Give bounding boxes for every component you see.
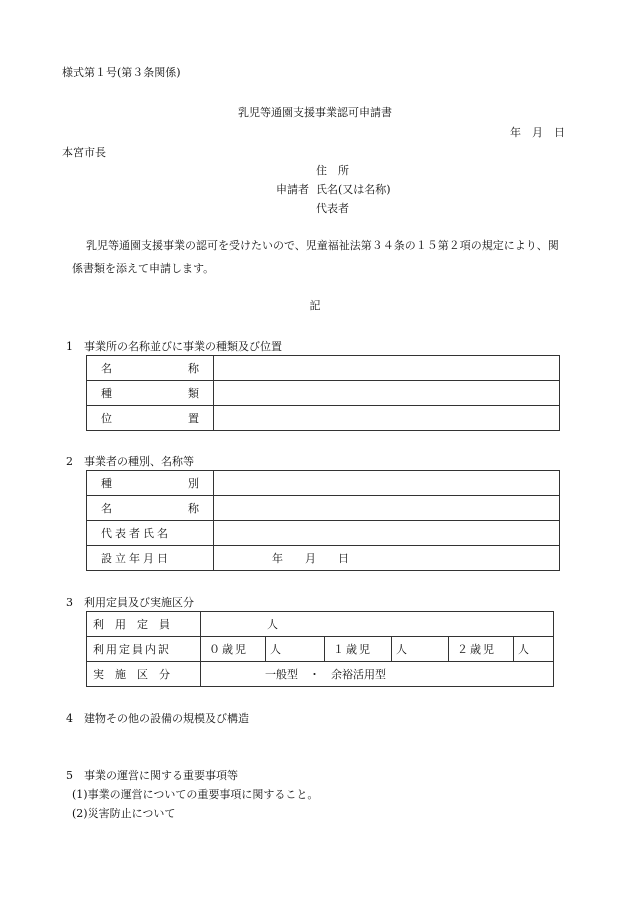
label-part: 称 — [188, 362, 199, 375]
age0-count-field[interactable]: 人 — [266, 637, 325, 662]
body-text-line2: 係書類を添えて申請します。 — [72, 262, 215, 275]
section3-heading: 3 利用定員及び実施区分 — [66, 596, 194, 609]
address-label: 住 所 — [316, 164, 349, 177]
label-part: 種 — [101, 387, 112, 400]
age1-count-field[interactable]: 人 — [392, 637, 449, 662]
table-row — [87, 471, 560, 496]
implementation-label: 実 施 区 分 — [87, 662, 201, 687]
document-title: 乳児等通園支援事業認可申請書 — [238, 106, 392, 119]
label-part: 類 — [188, 387, 199, 400]
operator-type-field[interactable] — [214, 471, 560, 496]
label-part: 名 — [101, 502, 112, 515]
label-part: 種 — [101, 477, 112, 490]
business-type-field[interactable] — [214, 381, 560, 406]
operator-name-field[interactable] — [214, 496, 560, 521]
name-label: 氏名(又は名称) — [316, 183, 391, 196]
table-row — [87, 612, 554, 637]
capacity-breakdown-label: 利用定員内訳 — [87, 637, 201, 662]
age1-label: １歳児 — [325, 637, 392, 662]
form-number: 様式第１号(第３条関係) — [62, 66, 181, 79]
age0-label: ０歳児 — [201, 637, 266, 662]
table-row — [87, 662, 554, 687]
table-row — [87, 496, 560, 521]
table-row — [87, 521, 560, 546]
facility-name-field[interactable] — [214, 356, 560, 381]
section5-item: (1)事業の運営についての重要事項に関すること。 — [72, 788, 319, 801]
location-field[interactable] — [214, 406, 560, 431]
section1-table — [86, 355, 560, 431]
table-row — [87, 637, 554, 662]
representative-name-field[interactable] — [214, 521, 560, 546]
addressee: 本宮市長 — [62, 146, 106, 159]
label-part: 別 — [188, 477, 199, 490]
ki-mark: 記 — [309, 299, 321, 312]
implementation-type-field[interactable]: 一般型 ・ 余裕活用型 — [201, 662, 554, 687]
section3-table — [86, 611, 554, 687]
capacity-field[interactable]: 人 — [201, 612, 554, 637]
capacity-label: 利 用 定 員 — [87, 612, 201, 637]
label-part: 称 — [188, 502, 199, 515]
age2-count-field[interactable]: 人 — [514, 637, 554, 662]
applicant-label: 申請者 — [276, 183, 309, 196]
date-line: 年 月 日 — [510, 126, 565, 139]
label-part: 置 — [188, 412, 199, 425]
table-row — [87, 356, 560, 381]
label-part: 位 — [101, 412, 112, 425]
representative-label: 代表者 — [316, 202, 349, 215]
table-row — [87, 546, 560, 571]
section1-heading: 1 事業所の名称並びに事業の種類及び位置 — [66, 340, 282, 353]
section4-heading: 4 建物その他の設備の規模及び構造 — [66, 712, 249, 725]
label-part: 名 — [101, 362, 112, 375]
table-row — [87, 406, 560, 431]
table-row — [87, 381, 560, 406]
representative-name-label: 代表者氏名 — [87, 521, 214, 546]
section2-heading: 2 事業者の種別、名称等 — [66, 455, 194, 468]
section5-item: (2)災害防止について — [72, 807, 176, 820]
establishment-date-label: 設立年月日 — [87, 546, 214, 571]
body-text-line1: 乳児等通園支援事業の認可を受けたいので、児童福祉法第３４条の１５第２項の規定により、関 — [86, 239, 559, 252]
section2-table — [86, 470, 560, 571]
section5-heading: 5 事業の運営に関する重要事項等 — [66, 769, 238, 782]
establishment-date-field[interactable]: 年 月 日 — [214, 546, 560, 571]
age2-label: ２歳児 — [449, 637, 514, 662]
